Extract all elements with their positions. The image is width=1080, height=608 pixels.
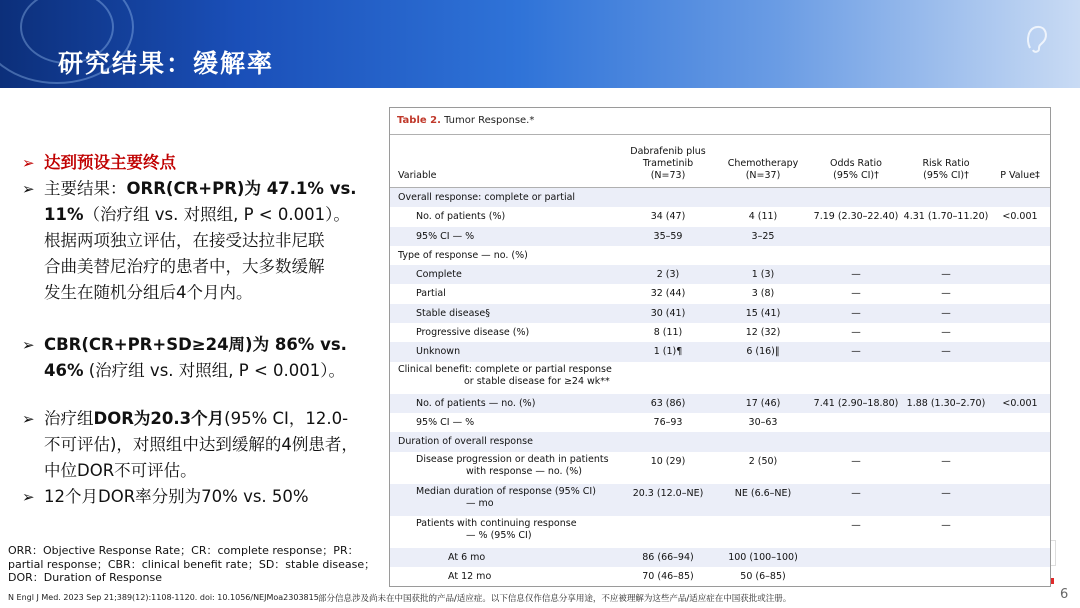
header-variable: Variable [398,170,437,181]
cell-chemotherapy: 30–63 [748,416,778,428]
cell-chemotherapy: 6 (16)‖ [746,346,780,358]
abbreviation-definitions: ORR：Objective Response Rate；CR：complete response；PR： partial response；CBR：clinical benefit rate；SD：stable disease； DOR：Duration of Response [8,544,376,584]
arrow-icon: ➢ [22,336,35,354]
table-row [390,188,1050,207]
cell-label: Duration of overall response [398,436,533,448]
cell-label: Progressive disease (%) [416,327,530,339]
table-row [390,304,1050,323]
cell-p-value: <0.001 [1002,397,1038,409]
cell-dabrafenib: 34 (47) [650,211,686,223]
cell-label: 95% CI — % [416,230,475,242]
cell-chemotherapy: 3–25 [751,230,775,242]
cell-odds-ratio: — [851,327,861,339]
cell-risk-ratio: — [941,288,951,300]
cell-label: Type of response — no. (%) [398,249,528,261]
table-row: Patients with continuing response — % (95% CI) — — [416,517,951,541]
arrow-icon: ➢ [22,488,35,506]
table-row [390,227,1050,246]
bullet-item: ➢ CBR(CR+PR+SD≥24周)为 86% vs. 46% (治疗组 vs. 对照组, P < 0.001）。 [22,332,382,384]
tumor-response-table [389,107,1051,587]
table-row [390,548,1050,567]
cell-risk-ratio: 1.88 (1.30–2.70) [906,397,986,409]
bullet-item: ➢ 12个月DOR率分别为70% vs. 50% [22,484,382,510]
arrow-icon: ➢ [22,154,35,172]
header-odds-ratio: Odds Ratio (95% CI)† [830,158,882,181]
cell-chemotherapy: 1 (3) [751,269,775,281]
cell-chemotherapy: 15 (41) [745,307,781,319]
table-row [390,342,1050,361]
table-row [390,394,1050,413]
cell-chemotherapy: 100 (100–100) [728,551,798,563]
cell-label: Stable disease§ [416,307,490,319]
table-row [390,246,1050,265]
table-row [390,432,1050,451]
table-row [390,284,1050,303]
cell-odds-ratio: — [851,269,861,281]
table-row: Disease progression or death in patients with response — no. (%) 10 (29) 2 (50) — — [416,453,951,477]
cell-dabrafenib: 30 (41) [650,307,686,319]
header-chemotherapy: Chemotherapy (N=37) [727,158,799,181]
cell-odds-ratio: — [851,346,861,358]
cell-chemotherapy: 3 (8) [751,288,775,300]
table-row [390,567,1050,586]
header-risk-ratio: Risk Ratio (95% CI)† [922,158,970,181]
header-p-value: P Value‡ [1000,170,1040,181]
cell-chemotherapy: 17 (46) [745,397,781,409]
cell-dabrafenib: 35–59 [653,230,683,242]
table-row [390,413,1050,432]
cell-risk-ratio: 4.31 (1.70–11.20) [903,211,989,223]
cell-odds-ratio: — [851,288,861,300]
cell-risk-ratio: — [941,307,951,319]
cell-risk-ratio: — [941,327,951,339]
header-banner [0,0,1080,88]
cell-dabrafenib: 70 (46–85) [642,570,694,582]
cell-p-value: <0.001 [1002,211,1038,223]
cell-odds-ratio: — [851,307,861,319]
cell-chemotherapy: 50 (6–85) [740,570,786,582]
page-title: 研究结果：缓解率 [58,49,275,78]
cell-label: 95% CI — % [416,416,475,428]
cell-label: At 12 mo [448,570,492,582]
cell-dabrafenib: 1 (1)¶ [653,346,683,358]
arrow-icon: ➢ [22,410,35,428]
bullet-item: ➢ 治疗组DOR为20.3个月(95% CI，12.0- 不可评估)，对照组中达到缓解的4例患者， 中位DOR不可评估。 [22,406,382,484]
bullet-item: ➢ 主要结果：ORR(CR+PR)为 47.1% vs. 11%（治疗组 vs. 对照组, P < 0.001）。 根据两项独立评估，在接受达拉非尼联 合曲美替尼治疗的患者中，大多数缓解 发生在随机分组后4个月内。 [22,176,382,306]
table-caption: Table 2. Tumor Response.* [390,108,1050,135]
cell-chemotherapy: 4 (11) [748,211,778,223]
table-row: Median duration of response (95% CI) — mo 20.3 (12.0–NE) NE (6.6–NE) — — [390,484,1050,516]
cell-dabrafenib: 2 (3) [656,269,680,281]
table-row: Clinical benefit: complete or partial response or stable disease for ≥24 wk** [398,363,612,387]
cell-odds-ratio: 7.19 (2.30–22.40) [813,211,899,223]
ear-icon [1024,24,1050,54]
cell-label: No. of patients (%) [416,211,506,223]
cell-label: Complete [416,269,462,281]
table-row [390,323,1050,342]
journal-reference: N Engl J Med. 2023 Sep 21;389(12):1108-1120. doi: 10.1056/NEJMoa2303815 [8,593,319,602]
cell-label: Unknown [416,346,461,358]
disclaimer: 部分信息涉及尚未在中国获批的产品/适应症。以下信息仅作信息分享用途，不应被理解为这些产品/适应症在中国获批或注册。 [318,594,792,604]
cell-chemotherapy: 12 (32) [745,327,781,339]
cell-dabrafenib: 63 (86) [650,397,686,409]
header-dabrafenib: Dabrafenib plus Trametinib (N=73) [630,146,706,181]
table-header [390,135,1050,188]
cell-label: Partial [416,288,446,300]
cell-risk-ratio: — [941,269,951,281]
table-row [390,207,1050,226]
cell-risk-ratio: — [941,346,951,358]
cell-dabrafenib: 8 (11) [653,327,683,339]
cell-label: No. of patients — no. (%) [416,397,536,409]
bullet-list [22,150,382,510]
cell-dabrafenib: 86 (66–94) [642,551,694,563]
table-row [390,265,1050,284]
cell-label: Overall response: complete or partial [398,192,576,203]
bullet-item: ➢ 达到预设主要终点 [22,150,382,176]
cell-dabrafenib: 76–93 [653,416,683,428]
cell-label: At 6 mo [448,551,486,563]
cell-dabrafenib: 32 (44) [650,288,686,300]
cell-odds-ratio: 7.41 (2.90–18.80) [813,397,899,409]
page-number: 6 [1060,587,1069,602]
arrow-icon: ➢ [22,180,35,198]
